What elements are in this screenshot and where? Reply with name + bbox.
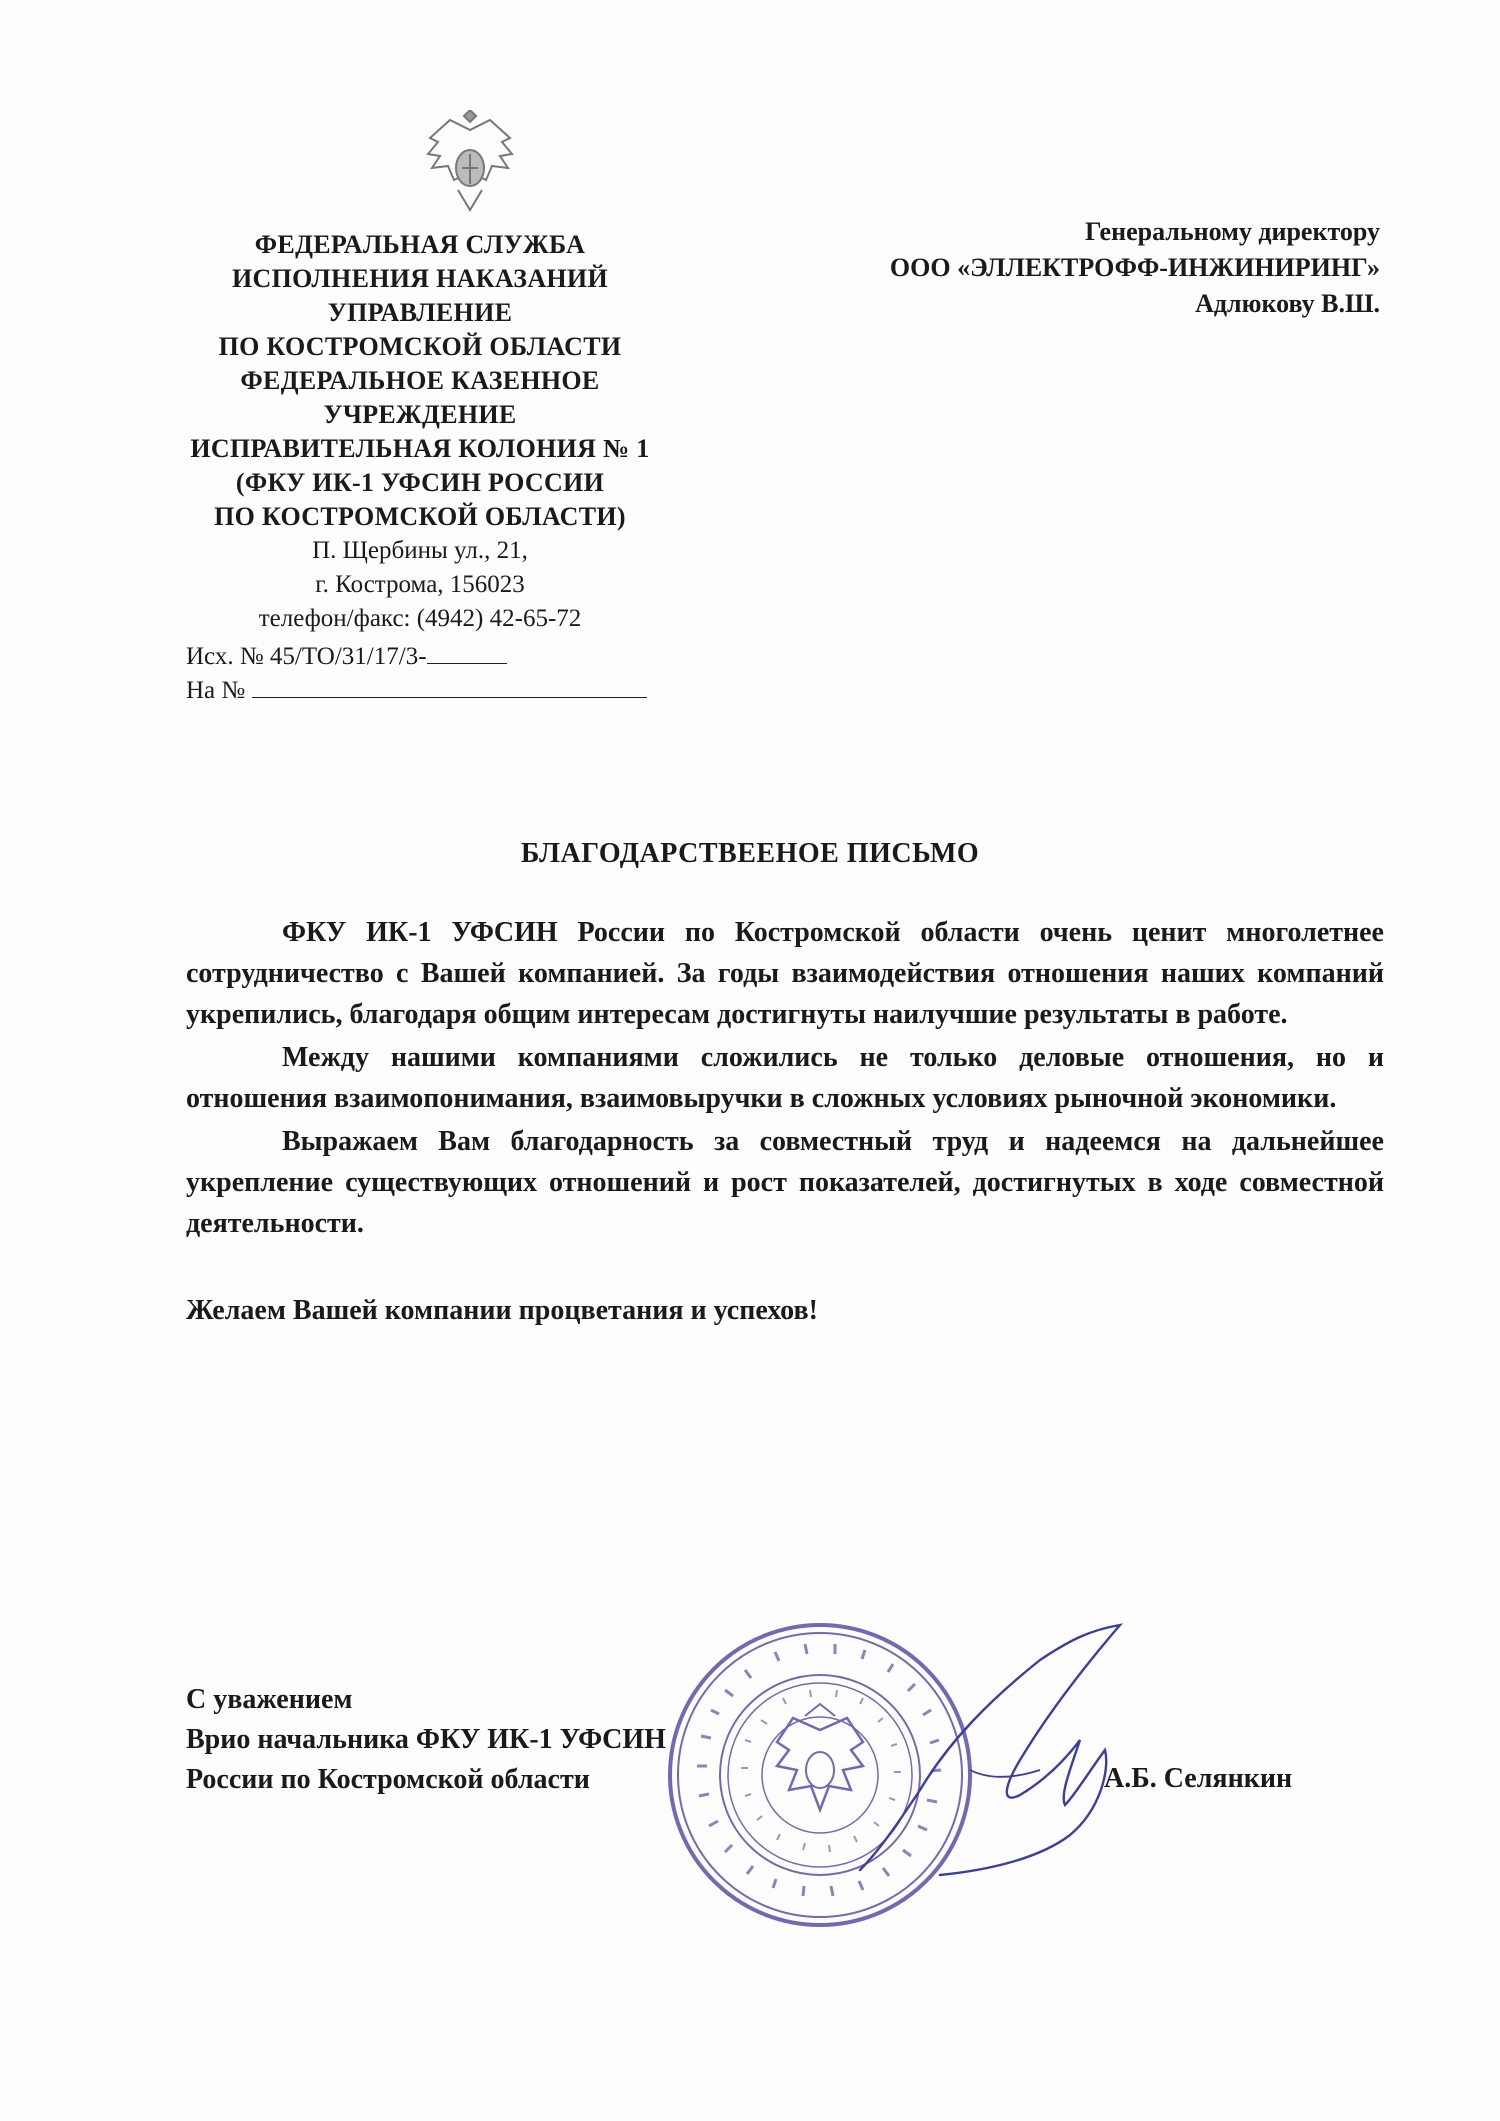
addressee-position: Генеральному директору: [1084, 217, 1380, 246]
signature-block: [186, 1680, 666, 1800]
handwritten-signature-icon: [820, 1620, 1160, 1890]
sender-line: УПРАВЛЕНИЕ: [327, 298, 513, 327]
signer-role-line2: России по Костромской области: [186, 1764, 590, 1795]
sender-city: г. Кострома, 156023: [315, 571, 525, 598]
addressee-company: ООО «ЭЛЛЕКТРОФФ-ИНЖИНИРИНГ»: [889, 253, 1380, 282]
incoming-ref-label: На №: [186, 677, 246, 704]
incoming-ref-blank: [252, 675, 647, 698]
reference-numbers: [186, 640, 647, 708]
signer-name: А.Б. Селянкин: [1104, 1763, 1293, 1794]
body-paragraph: Выражаем Вам благодарность за совместный труд и надеемся на дальнейшее укрепление существующих отношений и рост показателей, достигнутых в ходе совместной деятельности.: [186, 1126, 1384, 1239]
outgoing-ref-blank: [427, 641, 507, 664]
sender-line: ФЕДЕРАЛЬНАЯ СЛУЖБА: [254, 230, 586, 259]
addressee-block: [740, 214, 1380, 322]
sender-line: ПО КОСТРОМСКОЙ ОБЛАСТИ: [218, 332, 622, 361]
body-paragraph: Между нашими компаниями сложились не только деловые отношения, но и отношения взаимопонимания, взаимовыручки в сложных условиях рыночной экономики.: [186, 1042, 1384, 1114]
closing-wish: Желаем Вашей компании процветания и успехов!: [186, 1295, 818, 1326]
sender-line: ФЕДЕРАЛЬНОЕ КАЗЕННОЕ: [240, 366, 600, 395]
addressee-name: Адлюкову В.Ш.: [1195, 289, 1380, 318]
letter-body: [186, 912, 1384, 1333]
sender-line: (ФКУ ИК-1 УФСИН РОССИИ: [235, 468, 605, 497]
outgoing-ref: [186, 640, 647, 674]
body-paragraph: ФКУ ИК-1 УФСИН России по Костромской области очень ценит многолетнее сотрудничество с Вашей компанией. За годы взаимодействия отношения наших компаний укрепились, благодаря общим интересам достигнуты наилучшие результаты в работе.: [186, 917, 1384, 1030]
incoming-ref: [186, 674, 647, 708]
signer-role-line1: Врио начальника ФКУ ИК-1 УФСИН: [186, 1724, 666, 1755]
outgoing-ref-label: Исх. № 45/ТО/31/17/3-: [186, 643, 427, 670]
fsin-emblem-icon: [420, 110, 520, 220]
regards: С уважением: [186, 1684, 353, 1715]
sender-phone: телефон/факс: (4942) 42-65-72: [258, 605, 582, 632]
sender-line: ПО КОСТРОМСКОЙ ОБЛАСТИ): [214, 502, 626, 531]
sender-street: П. Щербины ул., 21,: [312, 537, 528, 564]
sender-block: [150, 228, 690, 636]
sender-line: ИСПОЛНЕНИЯ НАКАЗАНИЙ: [232, 264, 608, 293]
sender-line: ИСПРАВИТЕЛЬНАЯ КОЛОНИЯ № 1: [190, 434, 650, 463]
sender-line: УЧРЕЖДЕНИЕ: [323, 400, 517, 429]
letter-title: БЛАГОДАРСТВЕЕНОЕ ПИСЬМО: [520, 838, 980, 869]
